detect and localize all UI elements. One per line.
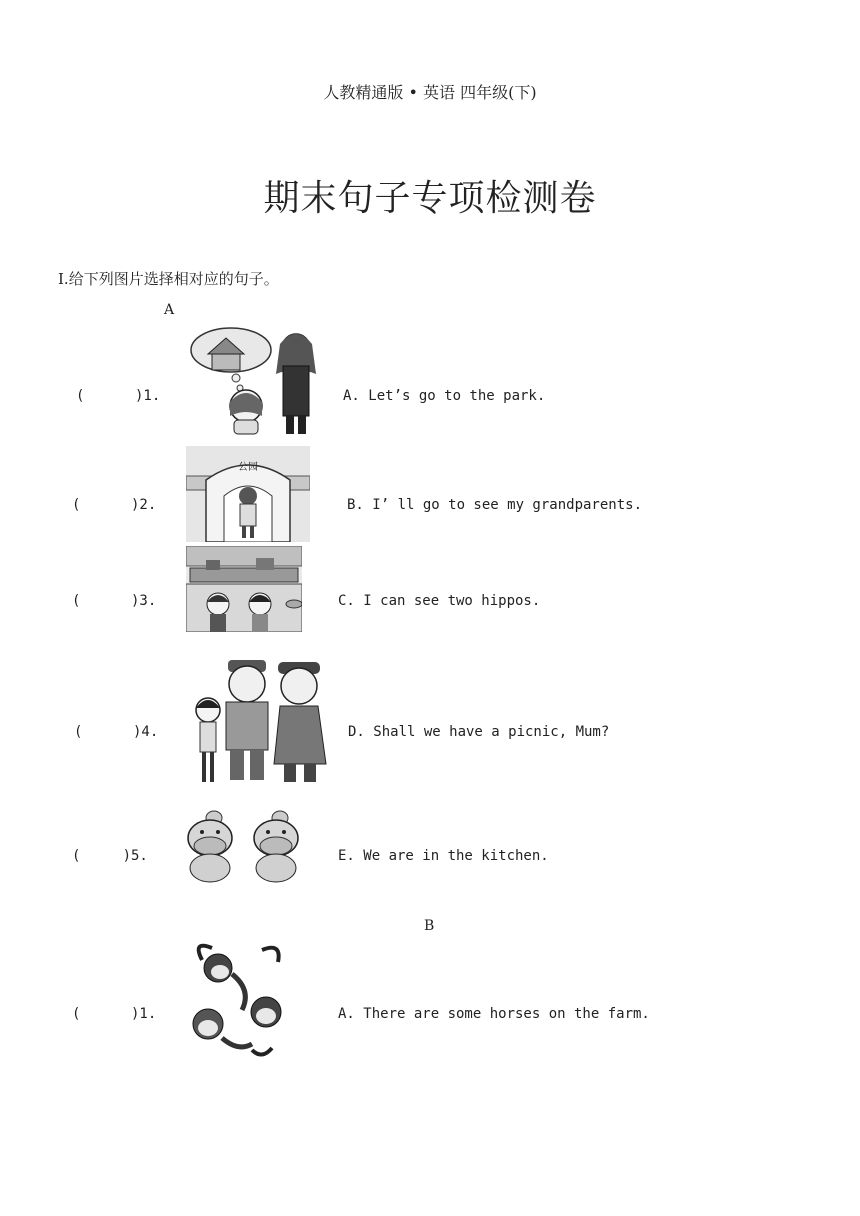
answer-blank-a1[interactable]: ( )1. [76, 388, 161, 404]
group-a-label: A [164, 302, 175, 318]
option-sentence-a4: D. Shall we have a picnic, Mum? [348, 724, 610, 740]
answer-blank-a2[interactable]: ( )2. [72, 497, 157, 513]
page-header: 人教精通版 • 英语 四年级(下) [323, 83, 537, 102]
children-in-kitchen-illustration [186, 546, 302, 632]
monkeys-illustration [182, 940, 288, 1060]
option-sentence-a1: A. Let’s go to the park. [343, 388, 546, 404]
answer-blank-a3[interactable]: ( )3. [72, 593, 157, 609]
answer-blank-a4[interactable]: ( )4. [74, 724, 159, 740]
group-b-label: B [424, 918, 435, 934]
option-sentence-a2: B. I’ ll go to see my grandparents. [347, 497, 643, 513]
girl-dreaming-of-house-with-woman-illustration [186, 326, 336, 438]
page-title: 期末句子专项检测卷 [263, 178, 597, 219]
girl-with-grandparents-illustration [188, 654, 338, 790]
answer-blank-b1[interactable]: ( )1. [72, 1006, 157, 1022]
girl-at-park-gate-illustration [186, 446, 310, 542]
option-sentence-a5: E. We are in the kitchen. [338, 848, 549, 864]
option-sentence-b1: A. There are some horses on the farm. [338, 1006, 650, 1022]
section-heading: Ⅰ.给下列图片选择相对应的句子。 [58, 270, 279, 288]
two-hippos-illustration [184, 806, 306, 884]
option-sentence-a3: C. I can see two hippos. [338, 593, 541, 609]
answer-blank-a5[interactable]: ( )5. [72, 848, 148, 864]
svg-text:公园: 公园 [238, 462, 258, 473]
